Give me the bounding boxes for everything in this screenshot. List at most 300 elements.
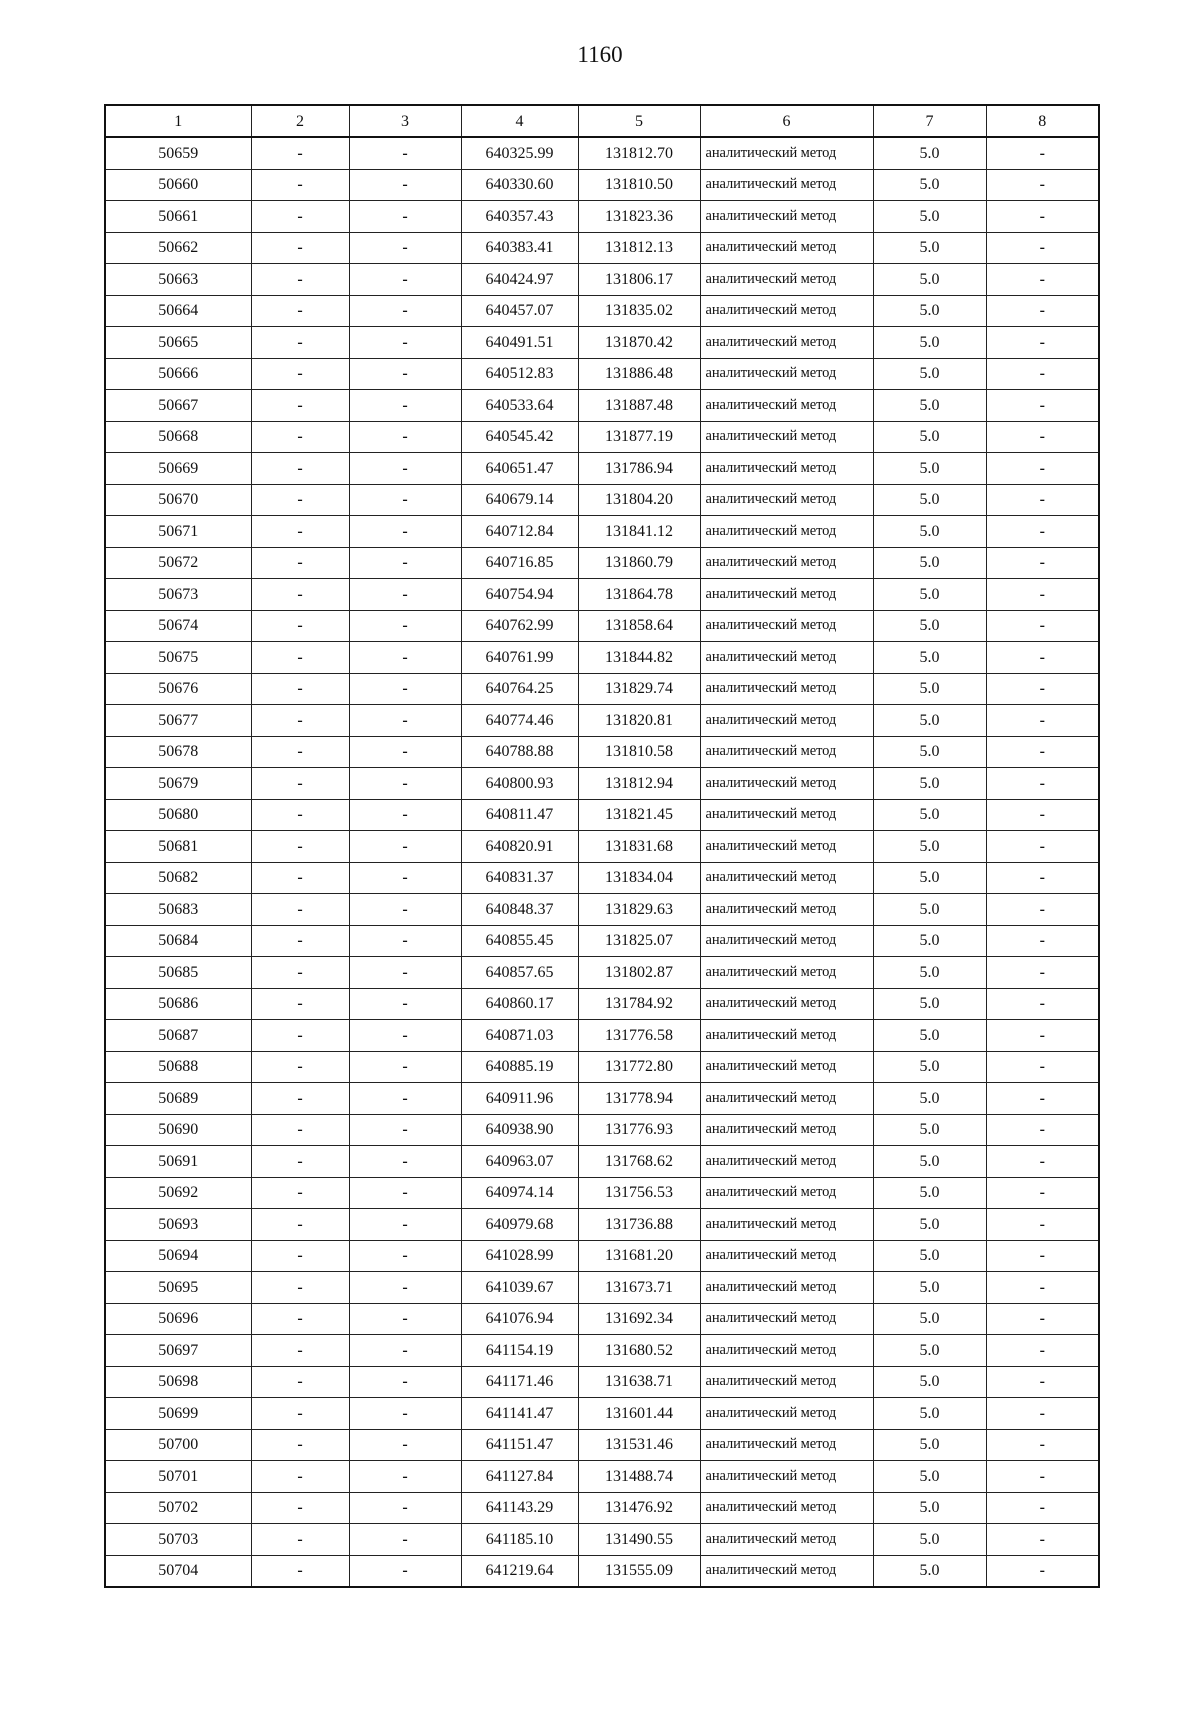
table-row <box>105 201 1099 233</box>
cell-method: аналитический метод <box>700 1366 873 1398</box>
cell-col-3: - <box>349 610 461 642</box>
cell-col-2: - <box>251 1209 349 1241</box>
table-row <box>105 1083 1099 1115</box>
cell-col-3: - <box>349 1272 461 1304</box>
table-row <box>105 453 1099 485</box>
cell-point-number: 50660 <box>105 169 251 201</box>
cell-coord-x: 640383.41 <box>461 232 578 264</box>
cell-method: аналитический метод <box>700 264 873 296</box>
cell-accuracy: 5.0 <box>873 1240 986 1272</box>
cell-col-2: - <box>251 1366 349 1398</box>
cell-col-3: - <box>349 1429 461 1461</box>
cell-col-8: - <box>986 862 1099 894</box>
cell-coord-x: 641171.46 <box>461 1366 578 1398</box>
cell-col-2: - <box>251 736 349 768</box>
cell-coord-y: 131490.55 <box>578 1524 700 1556</box>
cell-method: аналитический метод <box>700 137 873 169</box>
cell-accuracy: 5.0 <box>873 925 986 957</box>
cell-col-2: - <box>251 421 349 453</box>
cell-col-8: - <box>986 1524 1099 1556</box>
cell-col-8: - <box>986 831 1099 863</box>
table-row <box>105 1555 1099 1587</box>
table-row <box>105 390 1099 422</box>
cell-coord-y: 131673.71 <box>578 1272 700 1304</box>
cell-coord-x: 640871.03 <box>461 1020 578 1052</box>
cell-point-number: 50680 <box>105 799 251 831</box>
cell-coord-y: 131812.70 <box>578 137 700 169</box>
cell-col-8: - <box>986 1429 1099 1461</box>
cell-coord-y: 131870.42 <box>578 327 700 359</box>
cell-coord-y: 131810.50 <box>578 169 700 201</box>
cell-coord-x: 640860.17 <box>461 988 578 1020</box>
cell-col-2: - <box>251 1177 349 1209</box>
cell-coord-x: 640764.25 <box>461 673 578 705</box>
cell-accuracy: 5.0 <box>873 610 986 642</box>
cell-coord-x: 640533.64 <box>461 390 578 422</box>
column-header-6: 6 <box>700 105 873 137</box>
cell-col-2: - <box>251 1492 349 1524</box>
cell-method: аналитический метод <box>700 484 873 516</box>
cell-method: аналитический метод <box>700 390 873 422</box>
cell-coord-y: 131768.62 <box>578 1146 700 1178</box>
cell-accuracy: 5.0 <box>873 1146 986 1178</box>
cell-col-3: - <box>349 484 461 516</box>
cell-coord-y: 131776.58 <box>578 1020 700 1052</box>
cell-col-2: - <box>251 957 349 989</box>
table-row <box>105 1114 1099 1146</box>
cell-point-number: 50665 <box>105 327 251 359</box>
cell-coord-x: 640885.19 <box>461 1051 578 1083</box>
cell-accuracy: 5.0 <box>873 264 986 296</box>
cell-accuracy: 5.0 <box>873 421 986 453</box>
cell-method: аналитический метод <box>700 925 873 957</box>
cell-col-8: - <box>986 579 1099 611</box>
cell-point-number: 50703 <box>105 1524 251 1556</box>
cell-col-3: - <box>349 988 461 1020</box>
column-header-2: 2 <box>251 105 349 137</box>
table-row <box>105 705 1099 737</box>
table-row <box>105 137 1099 169</box>
cell-accuracy: 5.0 <box>873 673 986 705</box>
cell-col-2: - <box>251 516 349 548</box>
cell-method: аналитический метод <box>700 831 873 863</box>
cell-col-2: - <box>251 232 349 264</box>
cell-coord-y: 131601.44 <box>578 1398 700 1430</box>
table-row <box>105 1020 1099 1052</box>
cell-coord-y: 131821.45 <box>578 799 700 831</box>
cell-point-number: 50678 <box>105 736 251 768</box>
cell-col-8: - <box>986 673 1099 705</box>
cell-coord-y: 131829.63 <box>578 894 700 926</box>
header-row <box>105 105 1099 137</box>
cell-method: аналитический метод <box>700 1177 873 1209</box>
cell-col-3: - <box>349 137 461 169</box>
cell-coord-x: 640679.14 <box>461 484 578 516</box>
cell-col-3: - <box>349 1209 461 1241</box>
cell-col-3: - <box>349 1335 461 1367</box>
cell-point-number: 50667 <box>105 390 251 422</box>
table-row <box>105 232 1099 264</box>
cell-point-number: 50686 <box>105 988 251 1020</box>
table-row <box>105 1524 1099 1556</box>
table-row <box>105 1146 1099 1178</box>
cell-method: аналитический метод <box>700 1555 873 1587</box>
cell-col-8: - <box>986 642 1099 674</box>
cell-coord-y: 131844.82 <box>578 642 700 674</box>
cell-col-3: - <box>349 1051 461 1083</box>
cell-accuracy: 5.0 <box>873 453 986 485</box>
cell-coord-y: 131831.68 <box>578 831 700 863</box>
cell-col-2: - <box>251 1524 349 1556</box>
cell-col-2: - <box>251 673 349 705</box>
cell-col-2: - <box>251 547 349 579</box>
column-header-4: 4 <box>461 105 578 137</box>
cell-method: аналитический метод <box>700 894 873 926</box>
cell-col-8: - <box>986 516 1099 548</box>
cell-coord-x: 640330.60 <box>461 169 578 201</box>
cell-accuracy: 5.0 <box>873 1461 986 1493</box>
cell-coord-x: 640788.88 <box>461 736 578 768</box>
cell-col-2: - <box>251 988 349 1020</box>
cell-coord-y: 131692.34 <box>578 1303 700 1335</box>
table-row <box>105 327 1099 359</box>
cell-coord-y: 131555.09 <box>578 1555 700 1587</box>
cell-coord-x: 641127.84 <box>461 1461 578 1493</box>
cell-method: аналитический метод <box>700 421 873 453</box>
cell-accuracy: 5.0 <box>873 295 986 327</box>
cell-col-8: - <box>986 264 1099 296</box>
cell-col-2: - <box>251 390 349 422</box>
cell-point-number: 50685 <box>105 957 251 989</box>
cell-coord-x: 640357.43 <box>461 201 578 233</box>
table-row <box>105 1429 1099 1461</box>
cell-point-number: 50674 <box>105 610 251 642</box>
table-row <box>105 1272 1099 1304</box>
cell-col-3: - <box>349 547 461 579</box>
cell-col-2: - <box>251 201 349 233</box>
cell-col-3: - <box>349 642 461 674</box>
cell-point-number: 50668 <box>105 421 251 453</box>
cell-method: аналитический метод <box>700 1020 873 1052</box>
cell-coord-y: 131823.36 <box>578 201 700 233</box>
cell-accuracy: 5.0 <box>873 799 986 831</box>
table-row <box>105 736 1099 768</box>
cell-method: аналитический метод <box>700 1240 873 1272</box>
cell-accuracy: 5.0 <box>873 1429 986 1461</box>
cell-coord-x: 641076.94 <box>461 1303 578 1335</box>
cell-col-2: - <box>251 831 349 863</box>
cell-col-8: - <box>986 1240 1099 1272</box>
table-row <box>105 799 1099 831</box>
table-row <box>105 610 1099 642</box>
table-row <box>105 1398 1099 1430</box>
cell-method: аналитический метод <box>700 957 873 989</box>
cell-coord-y: 131820.81 <box>578 705 700 737</box>
cell-col-8: - <box>986 1335 1099 1367</box>
cell-coord-x: 641141.47 <box>461 1398 578 1430</box>
cell-col-8: - <box>986 137 1099 169</box>
table-row <box>105 988 1099 1020</box>
cell-point-number: 50682 <box>105 862 251 894</box>
cell-col-2: - <box>251 1272 349 1304</box>
cell-accuracy: 5.0 <box>873 327 986 359</box>
cell-col-3: - <box>349 1177 461 1209</box>
cell-accuracy: 5.0 <box>873 1177 986 1209</box>
cell-method: аналитический метод <box>700 1114 873 1146</box>
cell-accuracy: 5.0 <box>873 831 986 863</box>
cell-col-2: - <box>251 453 349 485</box>
table-row <box>105 862 1099 894</box>
cell-method: аналитический метод <box>700 705 873 737</box>
cell-coord-y: 131829.74 <box>578 673 700 705</box>
cell-col-8: - <box>986 1555 1099 1587</box>
cell-col-3: - <box>349 831 461 863</box>
cell-point-number: 50676 <box>105 673 251 705</box>
cell-method: аналитический метод <box>700 579 873 611</box>
cell-col-8: - <box>986 736 1099 768</box>
cell-accuracy: 5.0 <box>873 768 986 800</box>
cell-col-3: - <box>349 579 461 611</box>
table-row <box>105 547 1099 579</box>
cell-col-3: - <box>349 1461 461 1493</box>
cell-coord-y: 131736.88 <box>578 1209 700 1241</box>
cell-coord-x: 641039.67 <box>461 1272 578 1304</box>
cell-col-8: - <box>986 1461 1099 1493</box>
cell-col-3: - <box>349 1524 461 1556</box>
cell-coord-x: 640963.07 <box>461 1146 578 1178</box>
table-row <box>105 1240 1099 1272</box>
cell-coord-x: 640855.45 <box>461 925 578 957</box>
cell-accuracy: 5.0 <box>873 1555 986 1587</box>
cell-col-3: - <box>349 232 461 264</box>
column-header-1: 1 <box>105 105 251 137</box>
cell-col-8: - <box>986 547 1099 579</box>
cell-col-8: - <box>986 768 1099 800</box>
cell-coord-x: 640651.47 <box>461 453 578 485</box>
cell-point-number: 50681 <box>105 831 251 863</box>
cell-accuracy: 5.0 <box>873 516 986 548</box>
cell-col-2: - <box>251 295 349 327</box>
cell-coord-x: 640491.51 <box>461 327 578 359</box>
cell-coord-x: 641028.99 <box>461 1240 578 1272</box>
cell-method: аналитический метод <box>700 1398 873 1430</box>
cell-point-number: 50692 <box>105 1177 251 1209</box>
cell-coord-y: 131778.94 <box>578 1083 700 1115</box>
cell-coord-y: 131887.48 <box>578 390 700 422</box>
cell-coord-y: 131825.07 <box>578 925 700 957</box>
table-row <box>105 1051 1099 1083</box>
cell-method: аналитический метод <box>700 327 873 359</box>
cell-accuracy: 5.0 <box>873 957 986 989</box>
cell-coord-x: 640762.99 <box>461 610 578 642</box>
column-header-8: 8 <box>986 105 1099 137</box>
cell-point-number: 50702 <box>105 1492 251 1524</box>
cell-method: аналитический метод <box>700 1303 873 1335</box>
cell-accuracy: 5.0 <box>873 232 986 264</box>
cell-coord-y: 131772.80 <box>578 1051 700 1083</box>
table-row <box>105 957 1099 989</box>
cell-col-3: - <box>349 1114 461 1146</box>
table-row <box>105 169 1099 201</box>
cell-point-number: 50700 <box>105 1429 251 1461</box>
cell-col-2: - <box>251 1335 349 1367</box>
cell-col-3: - <box>349 1492 461 1524</box>
cell-coord-x: 640754.94 <box>461 579 578 611</box>
cell-point-number: 50664 <box>105 295 251 327</box>
cell-method: аналитический метод <box>700 610 873 642</box>
cell-coord-y: 131860.79 <box>578 547 700 579</box>
cell-col-3: - <box>349 1398 461 1430</box>
cell-coord-y: 131488.74 <box>578 1461 700 1493</box>
cell-col-8: - <box>986 484 1099 516</box>
cell-col-3: - <box>349 799 461 831</box>
cell-col-8: - <box>986 358 1099 390</box>
cell-coord-x: 640848.37 <box>461 894 578 926</box>
cell-coord-y: 131864.78 <box>578 579 700 611</box>
table-row <box>105 925 1099 957</box>
cell-col-3: - <box>349 1555 461 1587</box>
cell-accuracy: 5.0 <box>873 894 986 926</box>
cell-coord-x: 640979.68 <box>461 1209 578 1241</box>
cell-accuracy: 5.0 <box>873 1083 986 1115</box>
cell-point-number: 50688 <box>105 1051 251 1083</box>
cell-col-8: - <box>986 169 1099 201</box>
cell-method: аналитический метод <box>700 1209 873 1241</box>
cell-col-2: - <box>251 358 349 390</box>
cell-col-3: - <box>349 453 461 485</box>
cell-method: аналитический метод <box>700 1272 873 1304</box>
cell-accuracy: 5.0 <box>873 705 986 737</box>
cell-coord-x: 640820.91 <box>461 831 578 863</box>
cell-point-number: 50672 <box>105 547 251 579</box>
cell-coord-x: 641185.10 <box>461 1524 578 1556</box>
cell-col-8: - <box>986 390 1099 422</box>
cell-accuracy: 5.0 <box>873 358 986 390</box>
cell-col-3: - <box>349 1146 461 1178</box>
cell-col-3: - <box>349 1240 461 1272</box>
cell-point-number: 50662 <box>105 232 251 264</box>
page-number: 1160 <box>577 42 623 67</box>
table-header <box>105 105 1099 137</box>
cell-coord-y: 131812.94 <box>578 768 700 800</box>
cell-coord-x: 641143.29 <box>461 1492 578 1524</box>
cell-col-3: - <box>349 673 461 705</box>
cell-col-3: - <box>349 736 461 768</box>
cell-coord-x: 640325.99 <box>461 137 578 169</box>
table-row <box>105 1209 1099 1241</box>
cell-col-3: - <box>349 768 461 800</box>
cell-col-3: - <box>349 894 461 926</box>
cell-method: аналитический метод <box>700 736 873 768</box>
cell-method: аналитический метод <box>700 547 873 579</box>
cell-method: аналитический метод <box>700 1429 873 1461</box>
cell-col-2: - <box>251 484 349 516</box>
cell-point-number: 50671 <box>105 516 251 548</box>
cell-point-number: 50691 <box>105 1146 251 1178</box>
cell-coord-y: 131877.19 <box>578 421 700 453</box>
table-row <box>105 264 1099 296</box>
cell-point-number: 50683 <box>105 894 251 926</box>
cell-coord-x: 640911.96 <box>461 1083 578 1115</box>
cell-point-number: 50670 <box>105 484 251 516</box>
cell-col-8: - <box>986 327 1099 359</box>
cell-method: аналитический метод <box>700 642 873 674</box>
cell-col-8: - <box>986 1209 1099 1241</box>
cell-method: аналитический метод <box>700 768 873 800</box>
cell-coord-y: 131834.04 <box>578 862 700 894</box>
cell-point-number: 50694 <box>105 1240 251 1272</box>
table-row <box>105 768 1099 800</box>
cell-point-number: 50679 <box>105 768 251 800</box>
cell-method: аналитический метод <box>700 1524 873 1556</box>
table-row <box>105 516 1099 548</box>
cell-accuracy: 5.0 <box>873 1366 986 1398</box>
cell-col-3: - <box>349 421 461 453</box>
cell-col-2: - <box>251 1461 349 1493</box>
cell-col-2: - <box>251 1114 349 1146</box>
table-row <box>105 358 1099 390</box>
cell-col-2: - <box>251 705 349 737</box>
table-row <box>105 421 1099 453</box>
cell-coord-y: 131886.48 <box>578 358 700 390</box>
cell-coord-y: 131756.53 <box>578 1177 700 1209</box>
cell-col-2: - <box>251 579 349 611</box>
cell-accuracy: 5.0 <box>873 579 986 611</box>
cell-col-3: - <box>349 201 461 233</box>
cell-col-3: - <box>349 327 461 359</box>
cell-col-2: - <box>251 169 349 201</box>
table-row <box>105 831 1099 863</box>
cell-accuracy: 5.0 <box>873 1492 986 1524</box>
cell-point-number: 50666 <box>105 358 251 390</box>
cell-coord-x: 640857.65 <box>461 957 578 989</box>
cell-col-2: - <box>251 1083 349 1115</box>
cell-col-8: - <box>986 1177 1099 1209</box>
cell-coord-x: 640831.37 <box>461 862 578 894</box>
cell-method: аналитический метод <box>700 862 873 894</box>
cell-accuracy: 5.0 <box>873 137 986 169</box>
cell-coord-x: 641154.19 <box>461 1335 578 1367</box>
cell-coord-y: 131638.71 <box>578 1366 700 1398</box>
cell-point-number: 50684 <box>105 925 251 957</box>
cell-coord-x: 640512.83 <box>461 358 578 390</box>
cell-col-8: - <box>986 1051 1099 1083</box>
cell-accuracy: 5.0 <box>873 642 986 674</box>
cell-col-3: - <box>349 925 461 957</box>
cell-accuracy: 5.0 <box>873 1051 986 1083</box>
cell-coord-x: 641219.64 <box>461 1555 578 1587</box>
column-header-3: 3 <box>349 105 461 137</box>
cell-point-number: 50693 <box>105 1209 251 1241</box>
cell-point-number: 50690 <box>105 1114 251 1146</box>
cell-col-2: - <box>251 264 349 296</box>
cell-method: аналитический метод <box>700 295 873 327</box>
table-row <box>105 1461 1099 1493</box>
cell-col-3: - <box>349 862 461 894</box>
cell-accuracy: 5.0 <box>873 1020 986 1052</box>
cell-coord-x: 641151.47 <box>461 1429 578 1461</box>
cell-col-3: - <box>349 1366 461 1398</box>
cell-col-3: - <box>349 358 461 390</box>
cell-col-8: - <box>986 1020 1099 1052</box>
cell-coord-y: 131841.12 <box>578 516 700 548</box>
cell-col-3: - <box>349 1020 461 1052</box>
cell-col-8: - <box>986 705 1099 737</box>
cell-col-2: - <box>251 610 349 642</box>
cell-method: аналитический метод <box>700 1335 873 1367</box>
cell-coord-y: 131680.52 <box>578 1335 700 1367</box>
cell-col-8: - <box>986 421 1099 453</box>
